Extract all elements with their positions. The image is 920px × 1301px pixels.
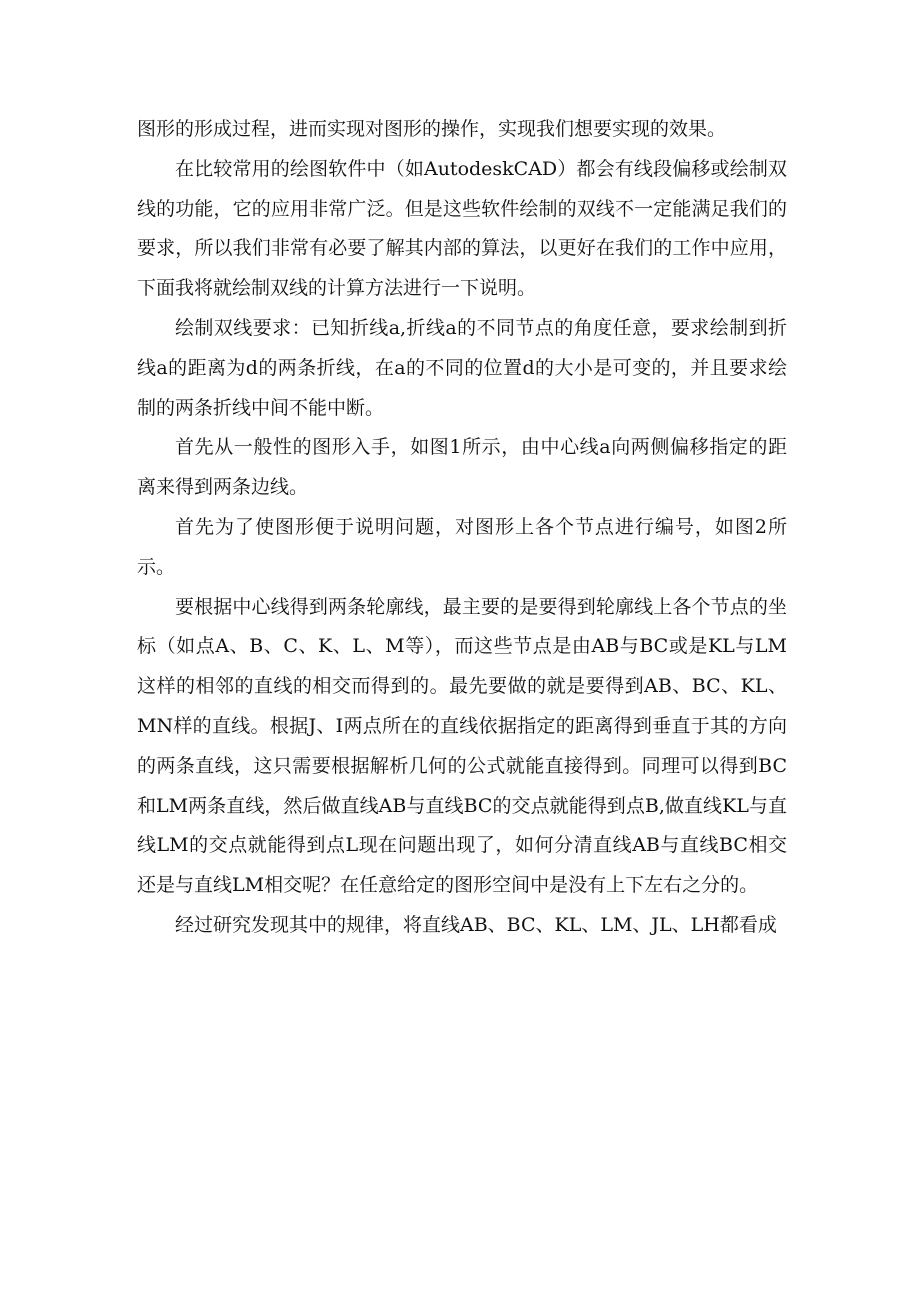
paragraph-figure-2: 首先为了使图形便于说明问题，对图形上各个节点进行编号，如图2所示。 — [137, 515, 787, 578]
paragraph-continuation: 图形的形成过程，进而实现对图形的操作，实现我们想要实现的效果。 — [137, 118, 727, 140]
document-body — [137, 110, 787, 946]
paragraph-figure-1: 首先从一般性的图形入手，如图1所示，由中心线a向两侧偏移指定的距离来得到两条边线。 — [137, 436, 787, 499]
paragraph-cad-double-line: 在比较常用的绘图软件中（如AutodeskCAD）都会有线段偏移或绘制双线的功能，它的应用非常广泛。但是这些软件绘制的双线不一定能满足我们的要求，所以我们非常有必要了解其内部的算法，以更好在我们的工作中应用，下面我将就绘制双线的计算方法进行一下说明。 — [137, 157, 787, 300]
paragraph-contour-nodes: 要根据中心线得到两条轮廓线，最主要的是要得到轮廓线上各个节点的坐标（如点A、B、C、K、L、M等），而这些节点是由AB与BC或是KL与LM这样的相邻的直线的相交而得到的。最先要做的就是要得到AB、BC、KL、MN样的直线。根据J、I两点所在的直线依据指定的距离得到垂直于其的方向的两条直线，这只需要根据解析几何的公式就能直接得到。同理可以得到BC和LM两条直线，然后做直线AB与直线BC的交点就能得到点B,做直线KL与直线LM的交点就能得到点L现在问题出现了，如何分清直线AB与直线BC相交还是与直线LM相交呢？在任意给定的图形空间中是没有上下左右之分的。 — [137, 595, 787, 897]
paragraph-rule-discovery: 经过研究发现其中的规律，将直线AB、BC、KL、LM、JL、LH都看成 — [175, 913, 777, 936]
paragraph-requirements: 绘制双线要求：已知折线a,折线a的不同节点的角度任意，要求绘制到折线a的距离为d的两条折线，在a的不同的位置d的大小是可变的，并且要求绘制的两条折线中间不能中断。 — [137, 316, 787, 419]
